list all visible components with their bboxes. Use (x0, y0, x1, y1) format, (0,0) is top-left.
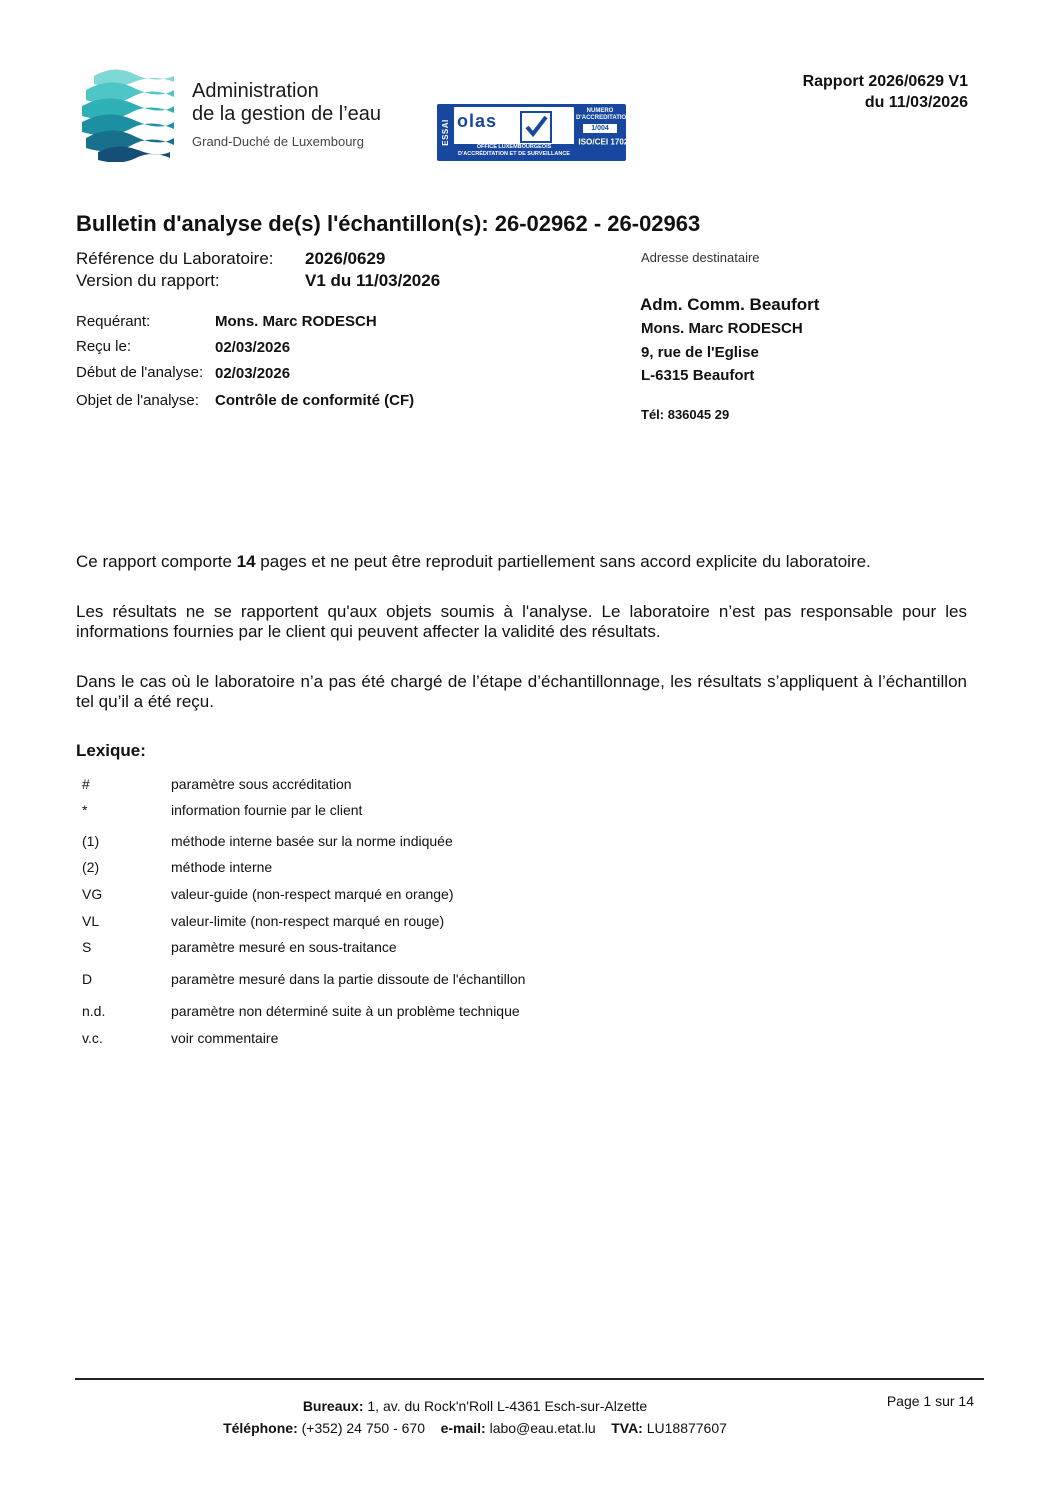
olas-brand: olas (457, 111, 498, 131)
lexique-code: v.c. (82, 1030, 103, 1046)
footer-address: Bureaux: 1, av. du Rock'n'Roll L-4361 Esch-sur-Alzette (302, 1398, 648, 1414)
lexique-desc: paramètre mesuré en sous-traitance (171, 939, 397, 955)
page-title: Bulletin d'analyse de(s) l'échantillon(s): 26-02962 - 26-02963 (76, 211, 701, 236)
version-value: V1 du 11/03/2026 (305, 271, 441, 290)
sampling-paragraph: Dans le cas où le laboratoire n’a pas été chargé de l’étape d’échantillonnage, les résultats s’appliquent à l’échantillon tel qu’il a été reçu. (76, 672, 967, 711)
lexique-title: Lexique: (76, 741, 146, 760)
address-line4: L-6315 Beaufort (641, 367, 755, 384)
report-pages-paragraph: Ce rapport comporte 14 pages et ne peut être reproduit partiellement sans accord explicite du laboratoire. (76, 552, 871, 571)
ref-label: Référence du Laboratoire: (76, 249, 274, 268)
address-line1: Adm. Comm. Beaufort (640, 295, 820, 314)
report-date: du 11/03/2026 (864, 94, 968, 111)
address-tel: Tél: 836045 29 (641, 407, 730, 422)
lexique-desc: méthode interne (171, 859, 273, 875)
lexique-code: VG (82, 886, 103, 902)
agency-logo-icon (80, 66, 176, 162)
objet-label: Objet de l'analyse: (76, 392, 199, 409)
ref-value: 2026/0629 (305, 249, 386, 268)
requerant-value: Mons. Marc RODESCH (215, 313, 377, 330)
recu-label: Reçu le: (76, 338, 132, 355)
address-line3: 9, rue de l'Eglise (641, 344, 759, 361)
lexique-code: S (82, 939, 92, 955)
results-paragraph: Les résultats ne se rapportent qu'aux objets soumis à l'analyse. Le laboratoire n’est pas responsable pour les informations fournies par le client qui peuvent affecter la validité des résultats. (76, 602, 967, 641)
footer-divider (75, 1378, 984, 1380)
olas-office-name: OFFICE LUXEMBOURGEOIS D'ACCRÉDITATION ET DE SURVEILLANCE (454, 144, 574, 158)
lexique-code: D (82, 971, 93, 987)
lexique-desc: paramètre mesuré dans la partie dissoute de l'échantillon (171, 971, 526, 987)
org-name-line2: de la gestion de l’eau (192, 103, 382, 125)
lexique-code: (2) (82, 859, 100, 875)
lexique-code: # (82, 776, 90, 792)
address-label: Adresse destinataire (641, 250, 760, 265)
lexique-desc: information fournie par le client (171, 802, 363, 818)
olas-essai-label: ESSAI (440, 119, 450, 146)
requerant-label: Requérant: (76, 313, 151, 330)
page-count: 14 (236, 552, 256, 571)
org-subtitle: Grand-Duché de Luxembourg (192, 134, 364, 149)
lexique-code: (1) (82, 833, 100, 849)
lexique-code: n.d. (82, 1003, 106, 1019)
address-line2: Mons. Marc RODESCH (641, 320, 803, 337)
lexique-desc: paramètre non déterminé suite à un problème technique (171, 1003, 520, 1019)
lexique-code: * (82, 802, 88, 818)
olas-logo (454, 107, 574, 158)
lexique-desc: valeur-limite (non-respect marqué en rouge) (171, 913, 445, 929)
page-number: Page 1 sur 14 (886, 1393, 974, 1409)
olas-accreditation-number: NUMERO D'ACCREDITATION: 1/004 ISO/CEI 17025 (576, 108, 633, 147)
debut-label: Début de l'analyse: (76, 364, 204, 381)
org-name-line1: Administration (192, 80, 319, 102)
olas-accreditation-badge (437, 104, 633, 161)
lexique-code: VL (82, 913, 100, 929)
footer-email: labo@eau.etat.lu (485, 1420, 596, 1436)
recu-value: 02/03/2026 (215, 339, 291, 356)
lexique-desc: paramètre sous accréditation (171, 776, 352, 792)
lexique-desc: voir commentaire (171, 1030, 279, 1046)
objet-value: Contrôle de conformité (CF) (215, 392, 415, 409)
version-label: Version du rapport: (76, 271, 220, 290)
checkmark-icon (520, 111, 552, 143)
debut-value: 02/03/2026 (215, 365, 291, 382)
report-number: Rapport 2026/0629 V1 (802, 73, 968, 90)
lexique-desc: valeur-guide (non-respect marqué en orange) (171, 886, 454, 902)
footer-contact: Téléphone: (+352) 24 750 - 670 e-mail: labo@eau.etat.lu TVA: LU18877607 (223, 1420, 727, 1436)
lexique-desc: méthode interne basée sur la norme indiquée (171, 833, 453, 849)
